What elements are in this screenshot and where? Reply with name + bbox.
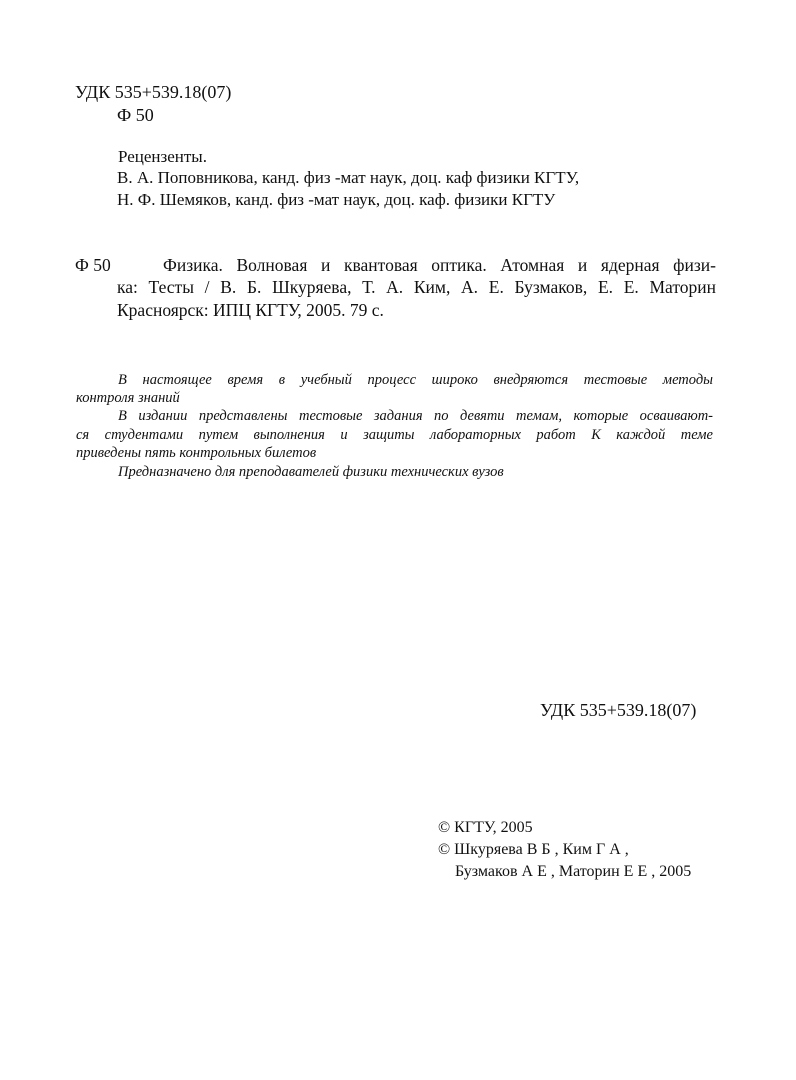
copyright-line: Бузмаков А Е , Маторин Е Е , 2005 [455,863,692,880]
annotation-line: В издании представлены тестовые задания по девяти темам, которые осваивают- [118,408,713,424]
reviewer-line: В. А. Поповникова, канд. физ -мат наук, доц. каф физики КГТУ, [117,168,580,187]
udk-code-right: УДК 535+539.18(07) [540,700,697,720]
bibliographic-line: Физика. Волновая и квантовая оптика. Атомная и ядерная физи- [163,255,716,275]
annotation-line: Предназначено для преподавателей физики технических вузов [118,464,504,480]
bibliographic-line: ка: Тесты / В. Б. Шкуряева, Т. А. Ким, А. Е. Бузмаков, Е. Е. Маторин [117,277,716,297]
reviewers-title: Рецензенты. [118,147,207,166]
bbk-code: Ф 50 [117,105,154,125]
bibliographic-code: Ф 50 [75,255,111,275]
copyright-line: © КГТУ, 2005 [438,819,533,836]
copyright-line: © Шкуряева В Б , Ким Г А , [438,841,629,858]
annotation-line: В настоящее время в учебный процесс широко внедряются тестовые методы [118,372,713,388]
annotation-line: приведены пять контрольных билетов [76,445,317,461]
reviewer-line: Н. Ф. Шемяков, канд. физ -мат наук, доц. каф. физики КГТУ [117,190,556,209]
udk-code: УДК 535+539.18(07) [75,82,232,102]
bibliographic-line: Красноярск: ИПЦ КГТУ, 2005. 79 с. [117,300,384,320]
annotation-line: ся студентами путем выполнения и защиты лабораторных работ К каждой теме [76,427,713,443]
annotation-line: контроля знаний [76,390,180,406]
